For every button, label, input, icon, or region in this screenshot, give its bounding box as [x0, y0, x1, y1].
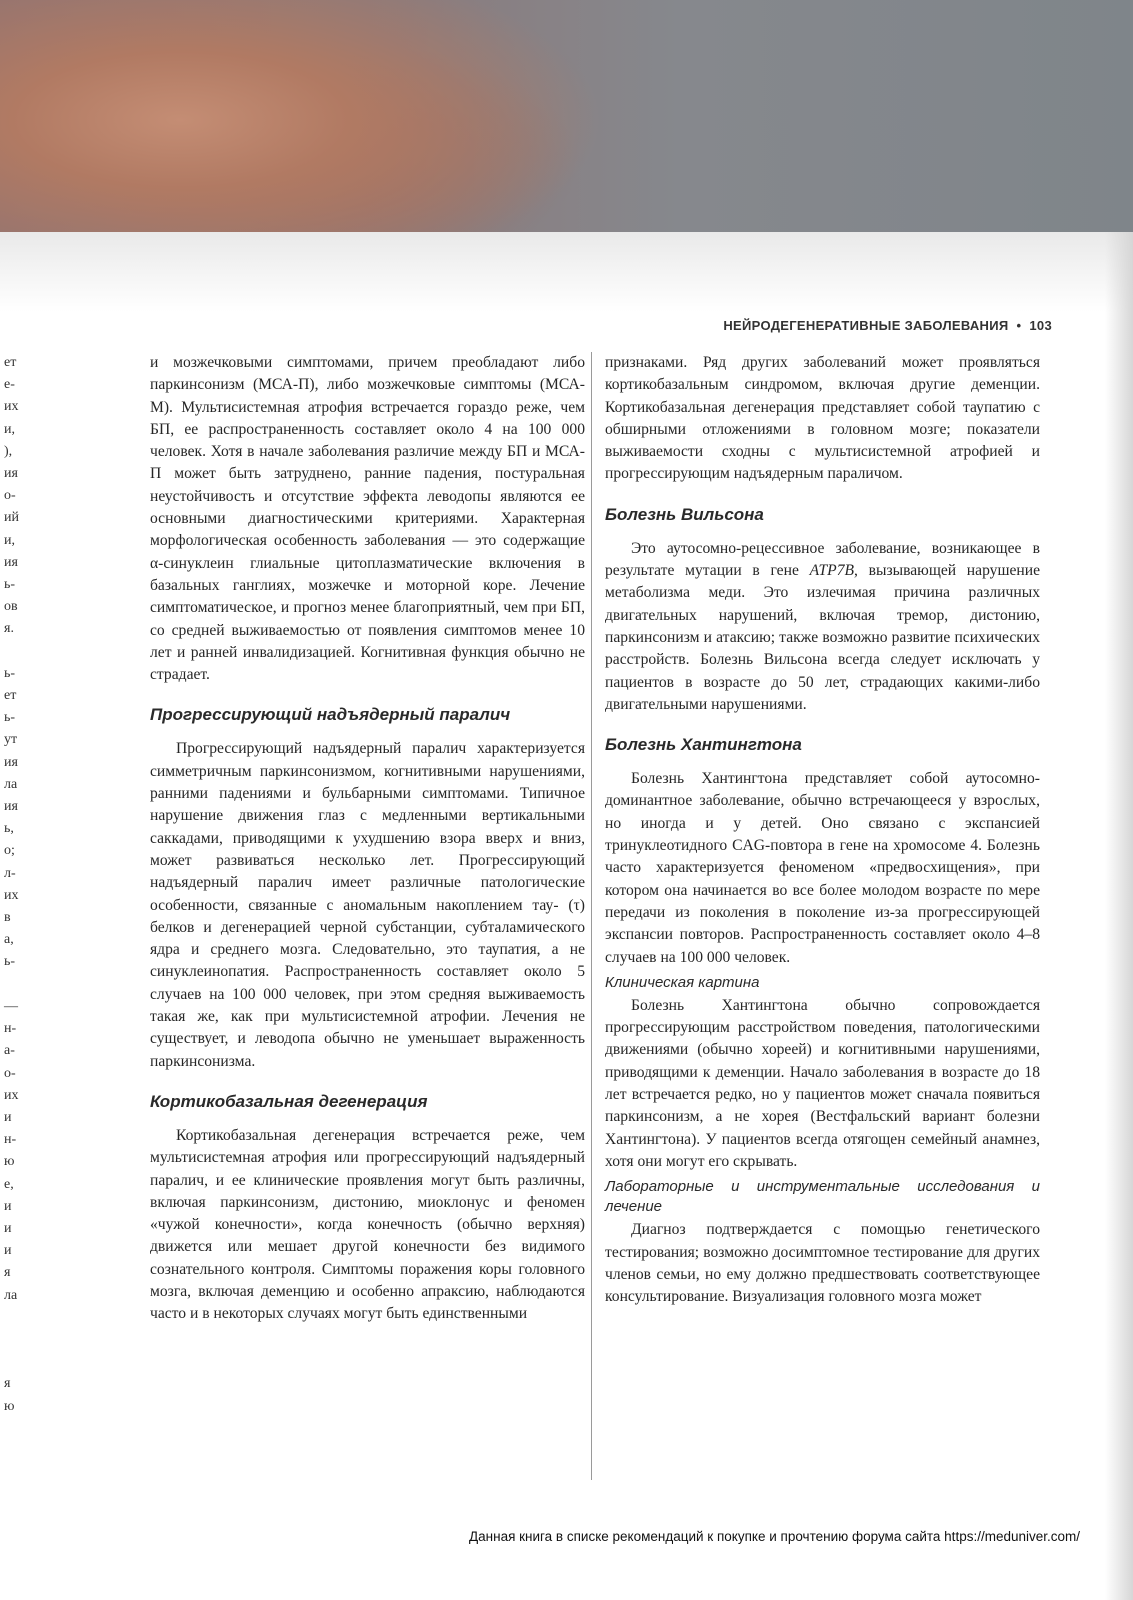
photo-fade	[0, 232, 1133, 312]
paragraph-cbd-continued: признаками. Ряд других заболеваний может проявляться кортикобазальным синдромом, включая другие деменции. Кортикобазальная дегенерация представляет собой таупатию с обширными отложениями в головном мозге; показатели выживаемости сходны с мультисистемной атрофией и прогрессирующим надъядерным параличом.	[605, 354, 1040, 483]
column-divider	[591, 352, 592, 1480]
text-column-left	[150, 352, 585, 1326]
header-photo	[0, 0, 1133, 232]
paragraph-psp: Прогрессирующий надъядерный паралич характеризуется симметричным паркинсонизмом, когнитивными нарушениями, ранними падениями и бульбарными симптомами. Типичное нарушение движения глаз с медленными вертикальными саккадами, приводящими к ухудшению взора вверх и вниз, может развиваться несколько лет. Прогрессирующий надъядерный паралич имеет различные патологические особенности, связанные с аномальным накоплением тау- (τ) белков и дегенерацией черной субстанции, субталамического ядра и среднего мозга. Следовательно, это таупатия, а не синуклеинопатия. Распространенность составляет около 5 случаев на 100 000 человек, при этом средняя выживаемость такая же, как при мультисистемной атрофии. Лечения не существует, и леводопа обычно не уменьшает выраженность паркинсонизма.	[150, 740, 585, 1070]
footer-note: Данная книга в списке рекомендаций к покупке и прочтению форума сайта https://meduniver.com/	[469, 1529, 1080, 1544]
previous-page-fragments: ет е- их и, ), ия о- ий и, ия ь- ов я. ь- ет ь- ут ия ла ия ь, о; л- их в а, ь- — н- а- о- их и н- ю е, и и и я ла я ю	[4, 355, 19, 1414]
wilson-text-b: , вызывающей нарушение метаболизма меди. Это излечимая причина различных двигательных нарушений, включая тремор, дистонию, паркинсонизм и атаксию; также возможно развитие психических расстройств. Болезнь Вильсона всегда следует исключать у пациентов в возрасте до 50 лет, страдающих какими-либо двигательными нарушениями.	[605, 562, 1040, 713]
heading-wilson: Болезнь Вильсона	[605, 504, 764, 524]
running-header	[560, 318, 1052, 333]
heading-psp: Прогрессирующий надъядерный паралич	[150, 705, 511, 725]
running-title: НЕЙРОДЕГЕНЕРАТИВНЫЕ ЗАБОЛЕВАНИЯ	[723, 318, 1009, 333]
paragraph-clinical: Болезнь Хантингтона обычно сопровождается прогрессирующим расстройством поведения, патологическими движениями (обычно хореей) и когнитивными нарушениями, приводящими к деменции. Начало заболевания в возрасте до 18 лет встречается редко, но у пациентов может сначала появиться паркинсонизм, а не хорея (Вестфальский вариант болезни Хантингтона). У пациентов всегда отягощен семейный анамнез, хотя они могут его скрывать.	[605, 996, 1040, 1170]
paragraph-wilson	[605, 538, 1040, 716]
subheading-lab: Лабораторные и инструментальные исследования и лечение	[605, 1178, 1040, 1216]
paragraph-cbd: Кортикобазальная дегенерация встречается реже, чем мультисистемная атрофия или прогрессирующий надъядерный паралич, и ее клинические проявления могут быть различны, включая паркинсонизм, дистонию, миоклонус и феномен «чужой конечности», когда конечность (обычно верхняя) движется или мешает другой конечности без видимого сознательного контроля. Симптомы поражения коры головного мозга, включая деменцию и особенно апраксию, наблюдаются часто и в некоторых случаях могут быть единственными	[150, 1126, 585, 1323]
wilson-text-a: Это аутосомно-рецессивное заболевание, возникающее в результате мутации в гене	[605, 539, 1040, 580]
heading-huntington: Болезнь Хантингтона	[605, 735, 802, 755]
paragraph-huntington: Болезнь Хантингтона представляет собой аутосомно-доминантное заболевание, обычно встречающееся у взрослых, но иногда и у детей. Оно связано с экспансией тринуклеотидного CAG-повтора в гене на хромосоме 4. Болезнь часто характеризуется феноменом «предвосхищения», при котором она начинается во все более молодом возрасте по мере передачи из поколения в поколение из-за прогрессирующей экспансии повторов. Распространенность составляет около 4–8 случаев на 100 000 человек.	[605, 770, 1040, 966]
header-separator: •	[1016, 318, 1022, 333]
subheading-clinical: Клиническая картина	[605, 973, 760, 991]
gene-name: ATP7B	[809, 562, 855, 580]
heading-cbd: Кортикобазальная дегенерация	[150, 1091, 428, 1111]
paragraph-lab: Диагноз подтверждается с помощью генетического тестирования; возможно досимптомное тестирование для других членов семьи, но ему должно предшествовать соответствующее консультирование. Визуализация головного мозга может	[605, 1221, 1040, 1306]
page-gutter-shadow	[1105, 232, 1133, 1600]
page-number: 103	[1029, 318, 1052, 333]
text-column-right	[605, 352, 1040, 1308]
paragraph-msa: и мозжечковыми симптомами, причем преобладают либо паркинсонизм (МСА-П), либо мозжечковые симптомы (МСА-М). Мультисистемная атрофия встречается гораздо реже, чем БП, ее распространенность составляет около 4 на 100 000 человек. Хотя в начале заболевания различие между БП и МСА-П может быть затруднено, ранние падения, постуральная неустойчивость и отсутствие эффекта леводопы являются ее основными диагностическими критериями. Характерная морфологическая особенность заболевания — это содержащие α-синуклеин глиальные цитоплазматические включения в базальных ганглиях, мозжечке и моторной коре. Лечение симптоматическое, и прогноз менее благоприятный, чем при БП, со средней выживаемостью от появления симптомов менее 10 лет и ранней инвалидизацией. Когнитивная функция обычно не страдает.	[150, 354, 585, 684]
